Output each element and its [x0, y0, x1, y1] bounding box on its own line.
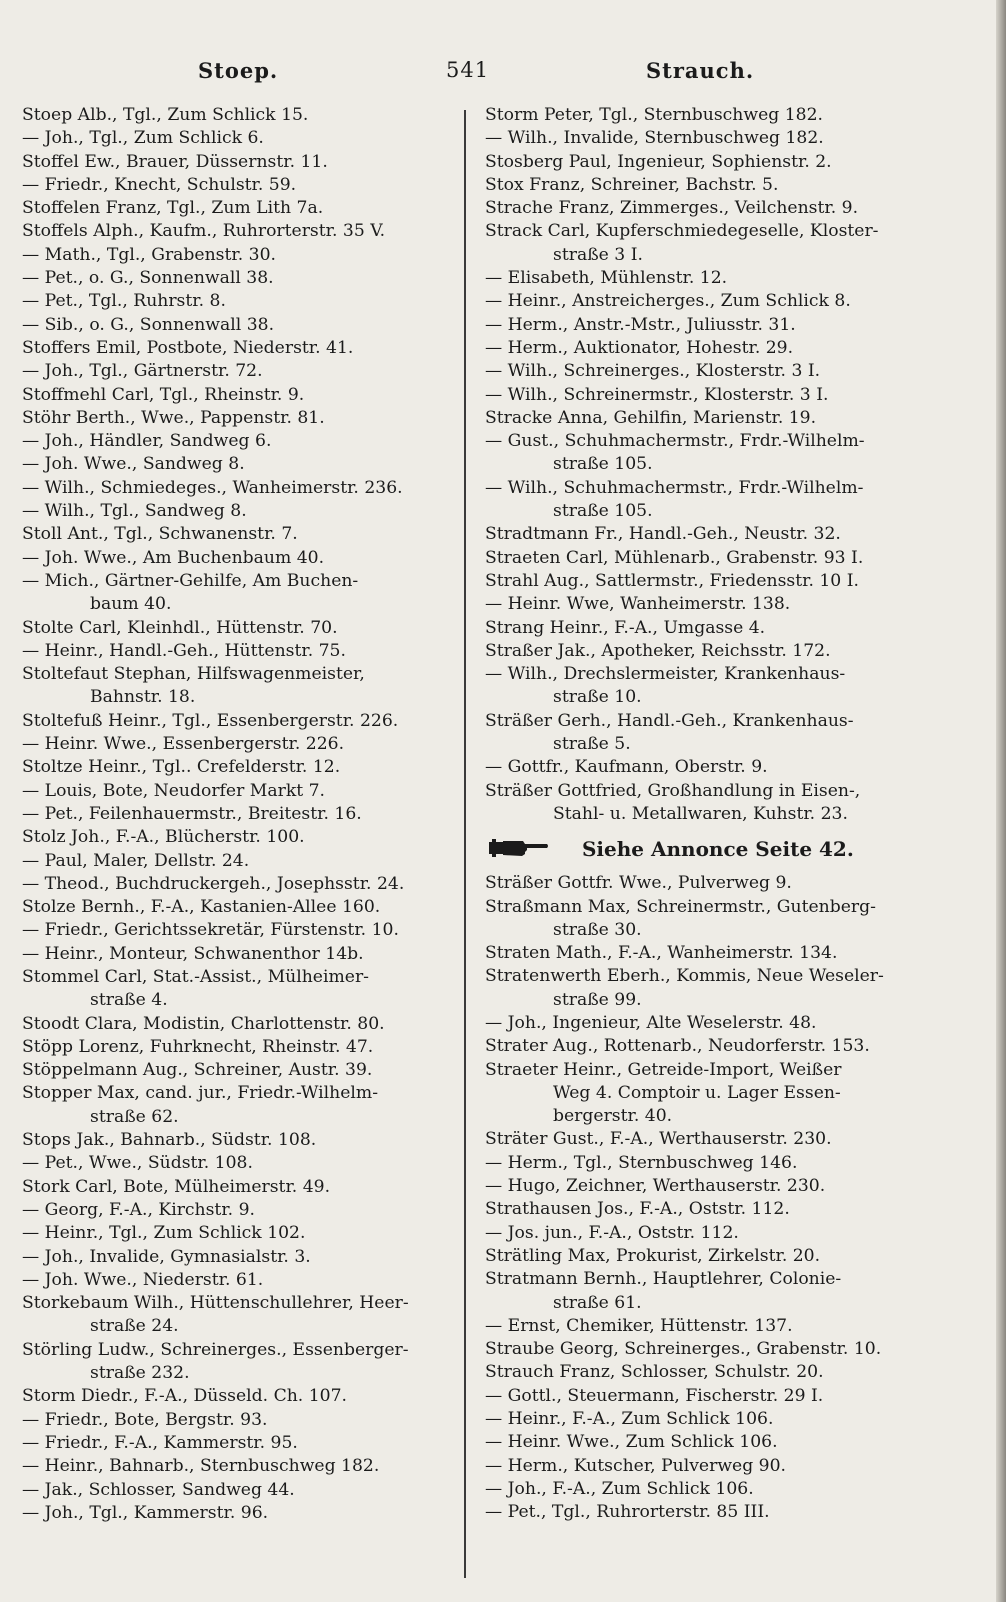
directory-entry: Stoodt Clara, Modistin, Charlottenstr. 80. [22, 1013, 385, 1034]
directory-entry: — Friedr., F.-A., Kammerstr. 95. [22, 1432, 298, 1453]
directory-entry: — Joh., Tgl., Zum Schlick 6. [22, 128, 264, 149]
pointing-hand-icon [489, 828, 549, 874]
directory-entry: — Heinr., Handl.-Geh., Hüttenstr. 75. [22, 640, 346, 661]
directory-entry: — Heinr. Wwe, Wanheimerstr. 138. [485, 594, 791, 615]
directory-entry: — Herm., Anstr.-Mstr., Juliusstr. 31. [485, 314, 796, 335]
directory-entry: — Wilh., Drechslermeister, Krankenhaus- [485, 664, 846, 685]
directory-entry: — Pet., Wwe., Südstr. 108. [22, 1153, 253, 1174]
directory-entry: Storm Peter, Tgl., Sternbuschweg 182. [485, 105, 823, 125]
directory-entry: — Pet., Tgl., Ruhrstr. 8. [22, 291, 226, 312]
right-column [485, 104, 960, 1525]
directory-entry: Stoll Ant., Tgl., Schwanenstr. 7. [22, 524, 298, 545]
directory-entry: — Wilh., Tgl., Sandweg 8. [22, 501, 247, 522]
directory-entry: Stork Carl, Bote, Mülheimerstr. 49. [22, 1176, 331, 1197]
entry-continuation: straße 3 I. [553, 244, 643, 265]
notice-text: Siehe Annonce Seite 42. [581, 837, 854, 862]
directory-entry: — Pet., Feilenhauermstr., Breitestr. 16. [22, 803, 362, 824]
directory-entry: — Heinr., Anstreicherges., Zum Schlick 8. [485, 291, 851, 312]
entry-continuation: straße 105. [553, 454, 653, 475]
directory-entry: — Wilh., Invalide, Sternbuschweg 182. [485, 128, 824, 149]
directory-entry: Stoffelen Franz, Tgl., Zum Lith 7a. [22, 198, 324, 219]
directory-entry: Stöhr Berth., Wwe., Pappenstr. 81. [22, 407, 325, 428]
directory-entry: Stommel Carl, Stat.-Assist., Mülheimer- [22, 966, 369, 987]
directory-entry: — Pet., o. G., Sonnenwall 38. [22, 268, 274, 289]
directory-entry: Strack Carl, Kupferschmiedegeselle, Kloster- [485, 221, 879, 242]
directory-entry: Strätling Max, Prokurist, Zirkelstr. 20. [485, 1245, 821, 1266]
entry-continuation: straße 10. [553, 687, 642, 708]
directory-entry: — Wilh., Schreinermstr., Klosterstr. 3 I. [485, 384, 829, 405]
directory-entry: Stolte Carl, Kleinhdl., Hüttenstr. 70. [22, 617, 338, 638]
entry-continuation: straße 61. [553, 1292, 642, 1313]
directory-entry: — Joh., F.-A., Zum Schlick 106. [485, 1478, 754, 1499]
directory-entry: — Joh. Wwe., Am Buchenbaum 40. [22, 547, 325, 568]
directory-entry: — Wilh., Schreinerges., Klosterstr. 3 I. [485, 361, 821, 382]
directory-entry: — Heinr. Wwe., Zum Schlick 106. [485, 1432, 778, 1453]
directory-entry: Strache Franz, Zimmerges., Veilchenstr. 9. [485, 198, 859, 219]
directory-entry: Stoltefaut Stephan, Hilfswagenmeister, [22, 664, 365, 685]
directory-entry: — Herm., Kutscher, Pulverweg 90. [485, 1455, 787, 1476]
column-divider [464, 110, 466, 1578]
directory-entry: Straeten Carl, Mühlenarb., Grabenstr. 93 I. [485, 547, 864, 568]
directory-entry: — Heinr., Monteur, Schwanenthor 14b. [22, 943, 364, 964]
header-right-keyword: Strauch. [646, 58, 755, 83]
entry-continuation: straße 105. [553, 501, 653, 522]
directory-entry: Straeter Heinr., Getreide-Import, Weißer [485, 1059, 842, 1080]
directory-entry: Stöpp Lorenz, Fuhrknecht, Rheinstr. 47. [22, 1036, 374, 1057]
directory-entry: — Heinr. Wwe., Essenbergerstr. 226. [22, 734, 345, 755]
advertisement-notice [485, 826, 960, 872]
directory-entry: Stosberg Paul, Ingenieur, Sophienstr. 2. [485, 151, 832, 172]
entry-continuation: Stahl- u. Metallwaren, Kuhstr. 23. [553, 803, 848, 824]
left-column [22, 104, 452, 1525]
directory-entry: — Friedr., Knecht, Schulstr. 59. [22, 174, 297, 195]
right-column-lower [485, 872, 960, 1524]
directory-entry: — Joh. Wwe., Niederstr. 61. [22, 1269, 264, 1290]
directory-entry: Stratenwerth Eberh., Kommis, Neue Weseler- [485, 966, 884, 987]
directory-entry: Strater Aug., Rottenarb., Neudorferstr. 153. [485, 1036, 870, 1057]
directory-entry: — Joh., Händler, Sandweg 6. [22, 431, 272, 452]
directory-entry: Stoffmehl Carl, Tgl., Rheinstr. 9. [22, 384, 305, 405]
page-edge [996, 0, 1006, 1602]
directory-entry: — Joh., Ingenieur, Alte Weselerstr. 48. [485, 1012, 817, 1033]
directory-entry: — Mich., Gärtner-Gehilfe, Am Buchen- [22, 570, 359, 591]
entry-continuation: Weg 4. Comptoir u. Lager Essen- [553, 1082, 841, 1103]
directory-entry: — Wilh., Schmiedeges., Wanheimerstr. 236. [22, 477, 403, 498]
directory-entry: — Heinr., Bahnarb., Sternbuschweg 182. [22, 1456, 380, 1477]
directory-entry: — Gust., Schuhmachermstr., Frdr.-Wilhelm- [485, 431, 865, 452]
directory-entry: Stoffel Ew., Brauer, Düssernstr. 11. [22, 151, 328, 172]
directory-entry: Stoffers Emil, Postbote, Niederstr. 41. [22, 337, 354, 358]
directory-entry: Sträßer Gerh., Handl.-Geh., Krankenhaus- [485, 710, 854, 731]
directory-entry: — Joh., Invalide, Gymnasialstr. 3. [22, 1246, 311, 1267]
page-header [0, 58, 996, 98]
directory-entry: — Ernst, Chemiker, Hüttenstr. 137. [485, 1315, 793, 1336]
directory-entry: Störling Ludw., Schreinerges., Essenberger- [22, 1339, 409, 1360]
directory-entry: — Friedr., Gerichtssekretär, Fürstenstr. 10. [22, 920, 399, 941]
directory-entry: Stoep Alb., Tgl., Zum Schlick 15. [22, 105, 309, 125]
directory-entry: — Joh. Wwe., Sandweg 8. [22, 454, 245, 475]
directory-entry: Storm Diedr., F.-A., Düsseld. Ch. 107. [22, 1386, 347, 1407]
entry-continuation: straße 4. [90, 990, 168, 1011]
directory-entry: — Paul, Maler, Dellstr. 24. [22, 850, 250, 871]
directory-entry: — Wilh., Schuhmachermstr., Frdr.-Wilhelm- [485, 477, 864, 498]
entry-continuation: straße 30. [553, 919, 642, 940]
directory-entry: — Friedr., Bote, Bergstr. 93. [22, 1409, 268, 1430]
directory-entry: Strang Heinr., F.-A., Umgasse 4. [485, 617, 766, 638]
header-left-keyword: Stoep. [198, 58, 279, 83]
directory-entry: — Sib., o. G., Sonnenwall 38. [22, 314, 275, 335]
directory-entry: Strauch Franz, Schlosser, Schulstr. 20. [485, 1362, 824, 1383]
entry-continuation: straße 62. [90, 1106, 179, 1127]
directory-entry: Stoltze Heinr., Tgl.. Crefelderstr. 12. [22, 757, 341, 778]
entry-continuation: Bahnstr. 18. [90, 687, 196, 708]
directory-entry: — Math., Tgl., Grabenstr. 30. [22, 244, 276, 265]
directory-entry: — Hugo, Zeichner, Werthauserstr. 230. [485, 1176, 826, 1197]
directory-entry: — Pet., Tgl., Ruhrorterstr. 85 III. [485, 1502, 770, 1523]
directory-entry: Stradtmann Fr., Handl.-Geh., Neustr. 32. [485, 524, 841, 545]
directory-entry: — Elisabeth, Mühlenstr. 12. [485, 268, 728, 289]
directory-entry: Stracke Anna, Gehilfin, Marienstr. 19. [485, 407, 817, 428]
directory-entry: — Jos. jun., F.-A., Oststr. 112. [485, 1222, 739, 1243]
right-column-upper [485, 104, 960, 826]
directory-entry: Stoffels Alph., Kaufm., Ruhrorterstr. 35 V. [22, 221, 386, 242]
directory-entry: Stopper Max, cand. jur., Friedr.-Wilhelm- [22, 1083, 379, 1104]
directory-entry: Stolz Joh., F.-A., Blücherstr. 100. [22, 827, 305, 848]
directory-entry: — Heinr., F.-A., Zum Schlick 106. [485, 1409, 774, 1430]
entry-continuation: straße 232. [90, 1363, 190, 1384]
directory-entry: Sträßer Gottfried, Großhandlung in Eisen-, [485, 780, 861, 801]
directory-entry: — Herm., Tgl., Sternbuschweg 146. [485, 1152, 798, 1173]
directory-entry: — Heinr., Tgl., Zum Schlick 102. [22, 1223, 306, 1244]
directory-entry: Stratmann Bernh., Hauptlehrer, Colonie- [485, 1269, 842, 1290]
entry-continuation: bergerstr. 40. [553, 1106, 673, 1127]
entry-continuation: straße 24. [90, 1316, 179, 1337]
directory-entry: — Theod., Buchdruckergeh., Josephsstr. 24. [22, 873, 405, 894]
page-number: 541 [446, 58, 490, 82]
directory-entry: — Herm., Auktionator, Hohestr. 29. [485, 337, 794, 358]
directory-entry: Straten Math., F.-A., Wanheimerstr. 134. [485, 943, 838, 964]
entry-continuation: straße 99. [553, 989, 642, 1010]
directory-entry: Storkebaum Wilh., Hüttenschullehrer, Heer- [22, 1293, 409, 1314]
directory-entry: Sträßer Gottfr. Wwe., Pulverweg 9. [485, 873, 792, 894]
directory-entry: — Louis, Bote, Neudorfer Markt 7. [22, 780, 326, 801]
directory-entry: Straßmann Max, Schreinermstr., Gutenberg- [485, 896, 876, 917]
directory-entry: Strathausen Jos., F.-A., Oststr. 112. [485, 1199, 790, 1220]
directory-entry: Stox Franz, Schreiner, Bachstr. 5. [485, 174, 779, 195]
directory-entry: Stolze Bernh., F.-A., Kastanien-Allee 160. [22, 897, 381, 918]
directory-entry: — Joh., Tgl., Gärtnerstr. 72. [22, 361, 263, 382]
directory-entry: Sträter Gust., F.-A., Werthauserstr. 230. [485, 1129, 832, 1150]
directory-entry: — Jak., Schlosser, Sandweg 44. [22, 1479, 295, 1500]
directory-entry: Strahl Aug., Sattlermstr., Friedensstr. 10 I. [485, 570, 859, 591]
entry-continuation: straße 5. [553, 734, 631, 755]
directory-entry: Straube Georg, Schreinerges., Grabenstr. 10. [485, 1339, 882, 1360]
directory-entry: — Georg, F.-A., Kirchstr. 9. [22, 1199, 255, 1220]
directory-entry: — Joh., Tgl., Kammerstr. 96. [22, 1502, 269, 1523]
directory-entry: Straßer Jak., Apotheker, Reichsstr. 172. [485, 640, 831, 661]
directory-entry: Stöppelmann Aug., Schreiner, Austr. 39. [22, 1060, 373, 1081]
directory-entry: Stoltefuß Heinr., Tgl., Essenbergerstr. 226. [22, 710, 399, 731]
directory-entry: Stops Jak., Bahnarb., Südstr. 108. [22, 1130, 317, 1151]
directory-entry: — Gottl., Steuermann, Fischerstr. 29 I. [485, 1385, 824, 1406]
directory-entry: — Gottfr., Kaufmann, Oberstr. 9. [485, 757, 768, 778]
entry-continuation: baum 40. [90, 594, 172, 615]
